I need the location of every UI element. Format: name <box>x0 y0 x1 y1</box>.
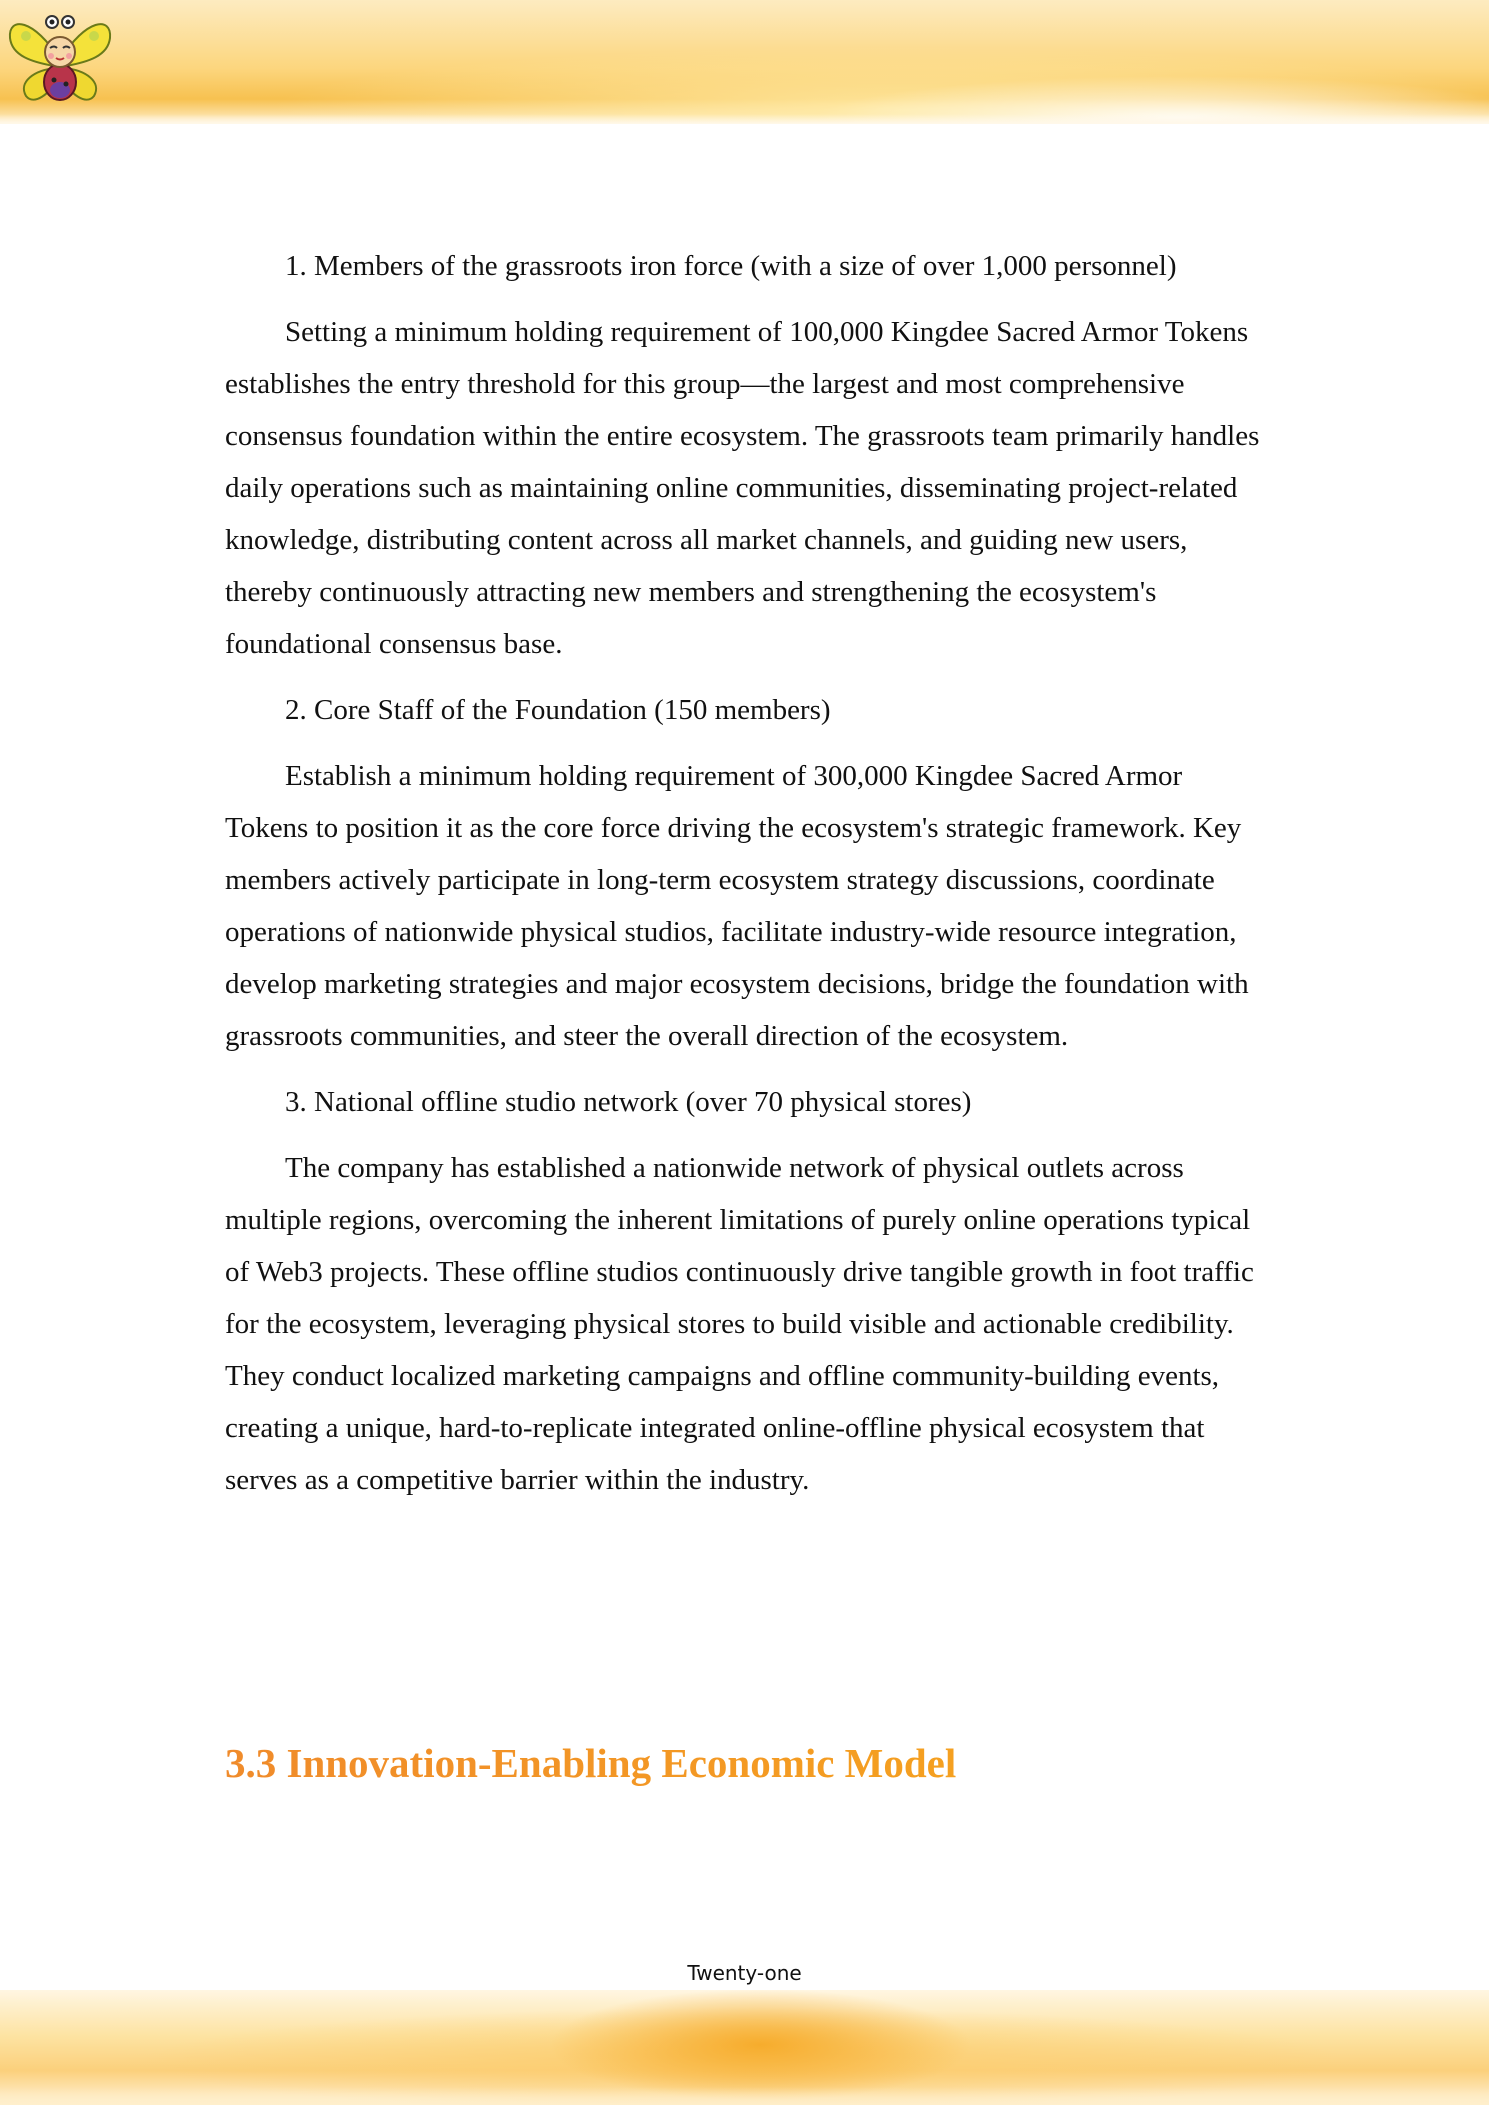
footer-banner <box>0 1990 1489 2105</box>
paragraph-2: Establish a minimum holding requirement of 300,000 Kingdee Sacred Armor Tokens to position it as the core force driving the ecosystem's strategic framework. Key members actively participate in long-term ecosystem strategy discussions, coordinate operations of nationwide physical studios, facilitate industry-wide resource integration, develop marketing strategies and major ecosystem decisions, bridge the foundation with grassroots communities, and steer the overall direction of the ecosystem. <box>225 760 1249 1052</box>
header-banner <box>0 0 1489 124</box>
item-heading-1: 1. Members of the grassroots iron force (with a size of over 1,000 personnel) <box>285 250 1177 282</box>
item-heading-3: 3. National offline studio network (over 70 physical stores) <box>285 1086 972 1118</box>
paragraph-1: Setting a minimum holding requirement of 100,000 Kingdee Sacred Armor Tokens establishes the entry threshold for this group—the largest and most comprehensive consensus foundation within the entire ecosystem. The grassroots team primarily handles daily operations such as maintaining online communities, disseminating project-related knowledge, distributing content across all market channels, and guiding new users, thereby continuously attracting new members and strengthening the ecosystem's foundational consensus base. <box>225 316 1260 660</box>
paragraph-3: The company has established a nationwide network of physical outlets across multiple regions, overcoming the inherent limitations of purely online operations typical of Web3 projects. These offline studios continuously drive tangible growth in foot traffic for the ecosystem, leveraging physical stores to build visible and actionable credibility. They conduct localized marketing campaigns and offline community-building events, creating a unique, hard-to-replicate integrated online-offline physical ecosystem that serves as a competitive barrier within the industry. <box>225 1152 1254 1496</box>
page-number: Twenty-one <box>687 1961 802 1985</box>
document-body <box>225 240 1265 1520</box>
butterfly-ladybug-mascot-icon <box>4 8 116 108</box>
section-title: 3.3 Innovation-Enabling Economic Model <box>225 1735 956 1791</box>
item-heading-2: 2. Core Staff of the Foundation (150 members) <box>285 694 831 726</box>
